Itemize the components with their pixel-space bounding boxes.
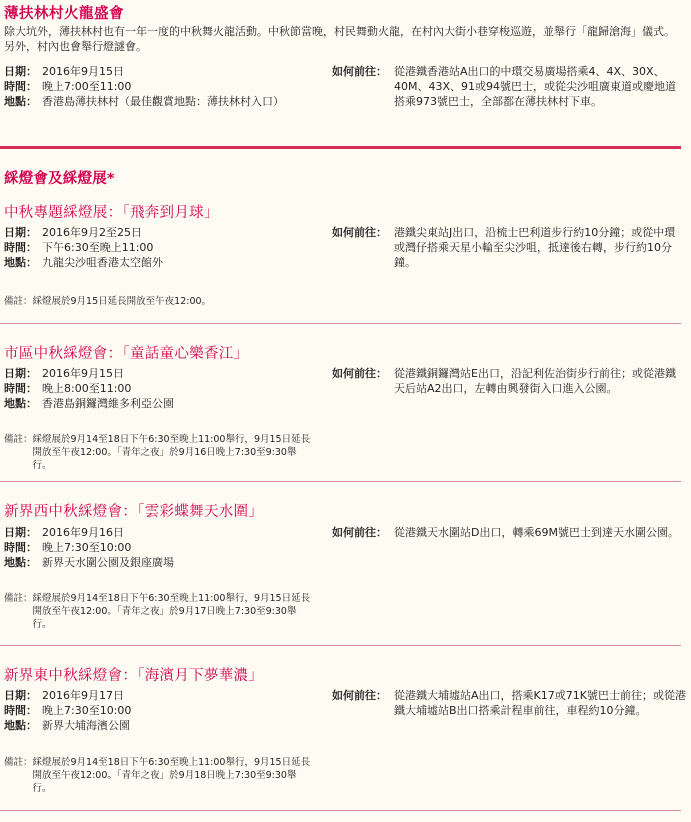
venue-value: 香港島銅鑼灣維多利亞公園 bbox=[42, 397, 174, 410]
time-label: 時間： bbox=[4, 382, 37, 395]
event-directions bbox=[332, 366, 686, 396]
note-label: 備註： bbox=[4, 434, 33, 445]
event-note bbox=[4, 433, 313, 472]
pokfulam-title: 薄扶林村火龍盛會 bbox=[4, 6, 124, 22]
date-value: 2016年9月15日 bbox=[42, 65, 124, 78]
event-note bbox=[4, 592, 313, 631]
venue-row bbox=[4, 555, 174, 570]
event-note bbox=[4, 756, 313, 795]
venue-value: 新界大埔海濱公園 bbox=[42, 719, 130, 732]
date-row bbox=[4, 525, 174, 540]
venue-value: 香港島薄扶林村（最佳觀賞地點：薄扶林村入口） bbox=[42, 95, 284, 108]
time-value: 晚上7:30至10:00 bbox=[42, 541, 132, 554]
venue-value: 九龍尖沙咀香港太空館外 bbox=[42, 256, 163, 269]
venue-label: 地點： bbox=[4, 719, 37, 732]
venue-value: 新界天水圍公園及銀座廣場 bbox=[42, 556, 174, 569]
event-details bbox=[4, 688, 131, 733]
time-row bbox=[4, 703, 131, 718]
date-label: 日期： bbox=[4, 367, 37, 380]
time-value: 下午6:30至晚上11:00 bbox=[42, 241, 154, 254]
venue-label: 地點： bbox=[4, 256, 37, 269]
event-directions bbox=[332, 688, 686, 718]
note-label: 備註： bbox=[4, 757, 33, 768]
directions-text: 從港鐵香港站A出口的中環交易廣場搭乘4、4X、30X、40M、43X、91或94號巴士，或從尖沙咀廣東道或慶地道搭乘973號巴士，全部都在薄扶林村下車。 bbox=[394, 65, 677, 108]
time-label: 時間： bbox=[4, 704, 37, 717]
venue-label: 地點： bbox=[4, 397, 37, 410]
time-row bbox=[4, 79, 284, 94]
directions-label: 如何前往： bbox=[332, 689, 387, 702]
date-value: 2016年9月17日 bbox=[42, 689, 124, 702]
event-note bbox=[4, 295, 333, 308]
time-row bbox=[4, 240, 163, 255]
venue-label: 地點： bbox=[4, 95, 37, 108]
note-label: 備註： bbox=[4, 593, 33, 604]
event-divider bbox=[0, 810, 681, 811]
pokfulam-details bbox=[4, 64, 284, 109]
note-text: 綵燈展於9月14至18日下午6:30至晚上11:00舉行，9月15日延長開放至午夜12:00。「青年之夜」於9月17日晚上7:30至9:30舉行。 bbox=[32, 593, 311, 630]
venue-row bbox=[4, 255, 163, 270]
note-text: 綵燈展於9月14至18日下午6:30至晚上11:00舉行，9月15日延長開放至午夜12:00。「青年之夜」於9月18日晚上7:30至9:30舉行。 bbox=[32, 757, 311, 794]
date-value: 2016年9月16日 bbox=[42, 526, 124, 539]
time-label: 時間： bbox=[4, 241, 37, 254]
event-title: 新界西中秋綵燈會：「雲彩蝶舞天水圍」 bbox=[4, 504, 264, 520]
time-value: 晚上7:00至11:00 bbox=[42, 80, 132, 93]
directions-label: 如何前往： bbox=[332, 526, 387, 539]
note-text: 綵燈展於9月14至18日下午6:30至晚上11:00舉行，9月15日延長開放至午夜12:00。「青年之夜」於9月16日晚上7:30至9:30舉行。 bbox=[32, 434, 311, 471]
directions-text: 從港鐵銅鑼灣站E出口，沿記利佐治街步行前往；或從港鐵天后站A2出口，左轉由興發街入口進入公園。 bbox=[394, 367, 676, 395]
event-title: 新界東中秋綵燈會：「海濱月下夢華濃」 bbox=[4, 668, 264, 684]
event-details bbox=[4, 366, 174, 411]
date-row bbox=[4, 688, 131, 703]
date-value: 2016年9月2至25日 bbox=[42, 226, 142, 239]
date-label: 日期： bbox=[4, 226, 37, 239]
event-directions bbox=[332, 525, 686, 540]
event-divider bbox=[0, 645, 681, 646]
event-details bbox=[4, 525, 174, 570]
date-row bbox=[4, 366, 174, 381]
lantern-section-title: 綵燈會及綵燈展* bbox=[4, 171, 115, 187]
directions-text: 港鐵尖東站J出口，沿梳士巴利道步行約10分鐘；或從中環或灣仔搭乘天星小輪至尖沙咀，抵達後右轉，步行約10分鐘。 bbox=[394, 226, 676, 269]
venue-row bbox=[4, 94, 284, 109]
date-row bbox=[4, 225, 163, 240]
event-title: 中秋專題綵燈展：「飛奔到月球」 bbox=[4, 205, 219, 221]
directions-label: 如何前往： bbox=[332, 367, 387, 380]
time-row bbox=[4, 540, 174, 555]
event-divider bbox=[0, 481, 681, 482]
section-divider bbox=[0, 146, 681, 149]
time-value: 晚上8:00至11:00 bbox=[42, 382, 132, 395]
date-row bbox=[4, 64, 284, 79]
venue-row bbox=[4, 718, 131, 733]
event-directions bbox=[332, 225, 686, 270]
time-value: 晚上7:30至10:00 bbox=[42, 704, 132, 717]
event-title: 市區中秋綵燈會：「童話童心樂香江」 bbox=[4, 346, 249, 362]
directions-text: 從港鐵天水圍站D出口，轉乘69M號巴士到達天水圍公園。 bbox=[394, 526, 679, 539]
directions-text: 從港鐵大埔墟站A出口，搭乘K17或71K號巴士前往；或從港鐵大埔墟站B出口搭乘計程車前往，車程約10分鐘。 bbox=[394, 689, 686, 717]
time-label: 時間： bbox=[4, 541, 37, 554]
note-label: 備註： bbox=[4, 296, 33, 307]
event-details bbox=[4, 225, 163, 270]
event-divider bbox=[0, 323, 681, 324]
venue-row bbox=[4, 396, 174, 411]
time-row bbox=[4, 381, 174, 396]
directions-label: 如何前往： bbox=[332, 226, 387, 239]
date-label: 日期： bbox=[4, 526, 37, 539]
time-label: 時間： bbox=[4, 80, 37, 93]
directions-label: 如何前往： bbox=[332, 65, 387, 78]
date-value: 2016年9月15日 bbox=[42, 367, 124, 380]
date-label: 日期： bbox=[4, 65, 37, 78]
note-text: 綵燈展於9月15日延長開放至午夜12:00。 bbox=[32, 296, 212, 307]
pokfulam-description: 除大坑外，薄扶林村也有一年一度的中秋舞火龍活動。中秋節當晚，村民舞動火龍，在村內大街小巷穿梭巡遊，並舉行「龍歸滄海」儀式。另外，村內也會舉行燈謎會。 bbox=[4, 25, 675, 53]
venue-label: 地點： bbox=[4, 556, 37, 569]
date-label: 日期： bbox=[4, 689, 37, 702]
pokfulam-directions bbox=[332, 64, 686, 109]
